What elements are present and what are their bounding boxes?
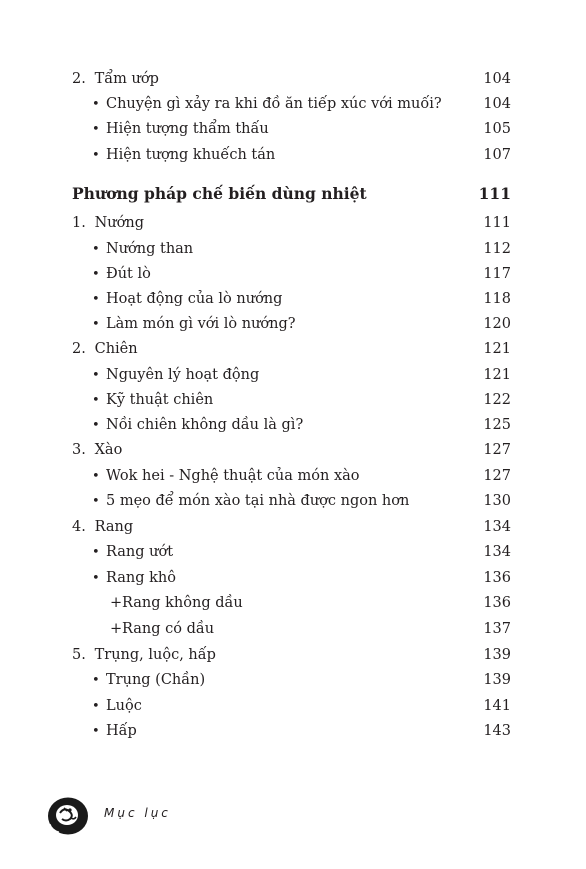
toc-page-number: 111 xyxy=(483,215,511,231)
toc-entry-label xyxy=(92,541,173,564)
bullet-icon: • xyxy=(92,494,100,509)
toc-page-number: 118 xyxy=(483,291,511,307)
bullet-icon: • xyxy=(92,267,100,282)
toc-page-number: 136 xyxy=(483,595,511,611)
toc-entry xyxy=(0,93,586,115)
toc-entry-title: Tẩm ướp xyxy=(94,71,159,87)
toc-entry-title: 5 mẹo để món xào tại nhà được ngon hơn xyxy=(106,493,410,509)
toc-page-number: 104 xyxy=(483,71,511,87)
bullet-icon: • xyxy=(92,148,100,163)
toc-page-number: 104 xyxy=(483,96,511,112)
toc-page-number: 121 xyxy=(483,341,511,357)
toc-entry-label xyxy=(92,144,275,167)
plus-icon: + xyxy=(110,621,123,637)
toc-entry xyxy=(0,490,586,512)
bullet-icon: • xyxy=(92,317,100,332)
toc-entry xyxy=(0,144,586,166)
toc-entry-label xyxy=(72,338,138,360)
toc-entry xyxy=(0,618,586,640)
toc-page-number: 117 xyxy=(483,266,511,282)
toc-page-number: 139 xyxy=(483,647,511,663)
toc-entry-number: 2. xyxy=(72,341,86,357)
bullet-icon: • xyxy=(92,292,100,307)
toc-entry-number: 2. xyxy=(72,71,86,87)
bullet-icon: • xyxy=(92,699,100,714)
toc-entry xyxy=(0,541,586,563)
toc-entry-title: Rang xyxy=(94,519,134,535)
toc-entry xyxy=(0,516,586,538)
toc-entry xyxy=(0,567,586,589)
toc-entry xyxy=(0,288,586,310)
round-ink-logo-icon xyxy=(46,796,90,836)
toc-entry-label xyxy=(72,212,144,234)
toc-entry-label xyxy=(110,592,243,614)
toc-entry-number: 5. xyxy=(72,647,86,663)
toc-page-number: 107 xyxy=(483,147,511,163)
toc-entry xyxy=(0,644,586,666)
toc-entry xyxy=(0,212,586,234)
toc-entry-title: Phương pháp chế biến dùng nhiệt xyxy=(72,184,367,203)
plus-icon: + xyxy=(110,595,123,611)
toc-entry-title: Wok hei - Nghệ thuật của món xào xyxy=(106,468,360,484)
toc-entry-label xyxy=(92,93,442,116)
bullet-icon: • xyxy=(92,673,100,688)
toc-entry-title: Luộc xyxy=(106,698,142,714)
toc-entry xyxy=(0,695,586,717)
toc-entry-title: Làm món gì với lò nướng? xyxy=(106,316,296,332)
toc-entry xyxy=(0,414,586,436)
toc-entry-label xyxy=(72,516,133,538)
toc-entry-label xyxy=(72,68,159,90)
toc-entry xyxy=(0,465,586,487)
bullet-icon: • xyxy=(92,545,100,560)
toc-entry-label xyxy=(92,414,303,437)
toc-entry-label xyxy=(72,439,122,461)
toc-entry xyxy=(0,389,586,411)
toc-entry xyxy=(0,263,586,285)
toc-entry-label xyxy=(92,669,205,692)
bullet-icon: • xyxy=(92,242,100,257)
toc-entry-label xyxy=(92,490,409,513)
toc-entry-title: Kỹ thuật chiên xyxy=(106,392,214,408)
toc-entry-title: Hoạt động của lò nướng xyxy=(106,291,283,307)
toc-page-number: 143 xyxy=(483,723,511,739)
bullet-icon: • xyxy=(92,368,100,383)
toc-entry-title: Nguyên lý hoạt động xyxy=(106,367,260,383)
toc-entry-label xyxy=(92,313,296,336)
toc-entry-label xyxy=(92,567,176,590)
bullet-icon: • xyxy=(92,571,100,586)
toc-entry-title: Trụng, luộc, hấp xyxy=(94,647,216,663)
toc-entry-title: Nướng xyxy=(94,215,144,231)
toc-entry xyxy=(0,592,586,614)
toc-entry-label xyxy=(72,644,216,666)
toc-entry-title: Hấp xyxy=(106,723,137,739)
toc-entry-label xyxy=(92,118,269,141)
toc-entry-number: 3. xyxy=(72,442,86,458)
toc-entry xyxy=(0,313,586,335)
toc-entry-title: Chiên xyxy=(94,341,138,357)
toc-entry-number: 1. xyxy=(72,215,86,231)
toc-entry-label xyxy=(92,465,360,488)
toc-page-number: 127 xyxy=(483,442,511,458)
toc-entry-title: Đút lò xyxy=(106,266,151,282)
toc-entry-title: Nướng than xyxy=(106,241,194,257)
toc-entry-title: Hiện tượng thẩm thấu xyxy=(106,121,269,137)
toc-entry-title: Chuyện gì xảy ra khi đồ ăn tiếp xúc với muối? xyxy=(106,96,442,112)
toc-entry xyxy=(0,338,586,360)
toc-page-number: 134 xyxy=(483,519,511,535)
toc-entry-number: 4. xyxy=(72,519,86,535)
toc-entry-title: Nồi chiên không dầu là gì? xyxy=(106,417,304,433)
toc-entry-label xyxy=(92,695,142,718)
toc-entry-label xyxy=(92,389,213,412)
toc-entry-title: Rang ướt xyxy=(106,544,174,560)
bullet-icon: • xyxy=(92,122,100,137)
toc-entry-title: Rang có dầu xyxy=(122,621,215,637)
toc-entry-label xyxy=(92,238,193,261)
toc-entry xyxy=(0,720,586,742)
toc-entry-label xyxy=(92,288,282,311)
bullet-icon: • xyxy=(92,418,100,433)
toc-entry xyxy=(0,238,586,260)
toc-entry-label xyxy=(92,364,259,387)
toc-entry xyxy=(0,68,586,90)
toc-page-number: 111 xyxy=(478,184,511,203)
toc-page-number: 121 xyxy=(483,367,511,383)
bullet-icon: • xyxy=(92,393,100,408)
toc-entry xyxy=(0,364,586,386)
toc-entry-label xyxy=(92,263,151,286)
bullet-icon: • xyxy=(92,724,100,739)
bullet-icon: • xyxy=(92,469,100,484)
toc-section-heading xyxy=(0,183,586,205)
toc-entry-title: Xào xyxy=(94,442,123,458)
toc-entry-title: Rang khô xyxy=(106,570,176,586)
toc-entry xyxy=(0,118,586,140)
toc-entry-label xyxy=(92,720,137,743)
toc-page-number: 125 xyxy=(483,417,511,433)
toc-entry-title: Hiện tượng khuếch tán xyxy=(106,147,276,163)
toc-entry xyxy=(0,669,586,691)
toc-page-number: 139 xyxy=(483,672,511,688)
toc-page-number: 122 xyxy=(483,392,511,408)
toc-page-number: 141 xyxy=(483,698,511,714)
bullet-icon: • xyxy=(92,97,100,112)
toc-entry-label xyxy=(72,183,367,205)
toc-page-number: 127 xyxy=(483,468,511,484)
toc-page-number: 136 xyxy=(483,570,511,586)
toc-entry-title: Rang không dầu xyxy=(122,595,243,611)
toc-entry-label xyxy=(110,618,214,640)
toc-page-number: 105 xyxy=(483,121,511,137)
page-footer xyxy=(46,796,246,836)
toc-page-number: 134 xyxy=(483,544,511,560)
toc-page-number: 137 xyxy=(483,621,511,637)
toc-page-number: 112 xyxy=(483,241,511,257)
footer-label: Mục lục xyxy=(104,806,171,820)
toc-page-number: 120 xyxy=(483,316,511,332)
toc-page-number: 130 xyxy=(483,493,511,509)
toc-entry-title: Trụng (Chần) xyxy=(106,672,206,688)
toc-entry xyxy=(0,439,586,461)
